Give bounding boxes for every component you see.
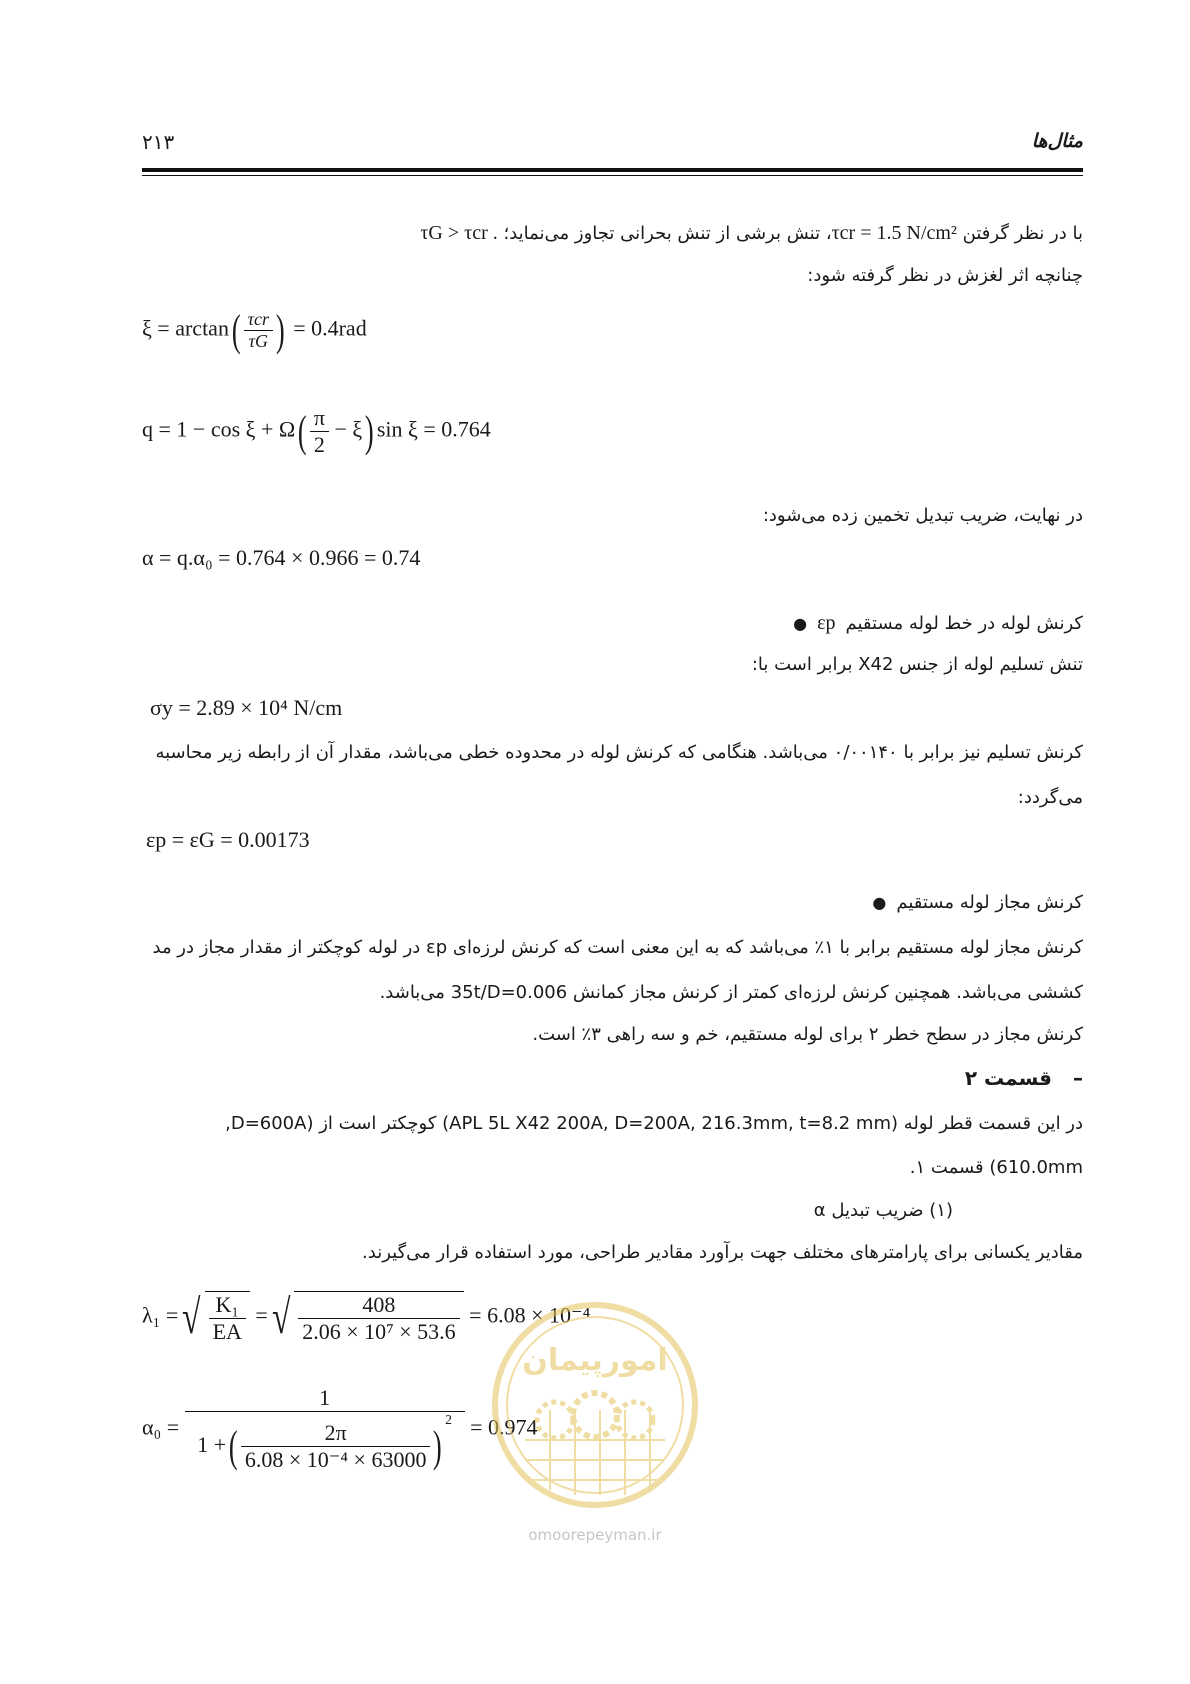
equation-alpha0-rhs: = 0.974 [470, 1414, 538, 1440]
header-rule-thin [142, 175, 1083, 176]
bullet-item-allowable-strain [872, 892, 1083, 913]
equation-lambda-f1-den: EA [212, 1318, 242, 1344]
equation-epsilon: εp = εG = 0.00173 [146, 827, 310, 852]
equation-xi-den: τG [248, 331, 269, 351]
subheading-conversion-factor: (۱) ضریب تبدیل α [813, 1200, 953, 1221]
equation-lambda-fraction-1 [209, 1292, 246, 1345]
equation-lambda-equals: = [255, 1302, 268, 1328]
equation-lambda-f1-num: K₁ [209, 1292, 246, 1319]
section-heading [965, 1066, 1083, 1090]
running-title: مثال‌ها [1031, 130, 1083, 152]
paragraph-1-mid: ، تنش برشی از تنش بحرانی تجاوز می‌نماید؛ [503, 223, 832, 244]
equation-lambda: λ₁ =√ $\frac{\text{K₁}}{EA}$ =√ $\frac{408}{\text{2.06 × 10⁷ × 53.6}}$ = 6.08 × 10⁻⁴ [142, 1291, 591, 1344]
equation-alpha0-lhs: α₀ = [142, 1414, 180, 1440]
watermark-logotype: امورپیمان [522, 1343, 668, 1378]
tau-comparison: τG > τcr . [420, 222, 498, 244]
equation-alpha0-inner-num: 2π [241, 1420, 431, 1447]
paragraph-1-text: با در نظر گرفتن [962, 223, 1083, 244]
equation-xi-lhs: ξ = arctan [142, 315, 229, 341]
equation-lambda-rhs: = 6.08 × 10⁻⁴ [469, 1302, 591, 1328]
equation-alpha0-inner-fraction [241, 1420, 431, 1473]
equation-alpha0-fraction [185, 1385, 465, 1473]
bullet-dot: ● [793, 614, 808, 633]
equation-xi: ξ = arctan( $\frac{\text{τcr}}{\tau G}$ ) = 0.4rad [142, 306, 367, 355]
paragraph-3: در نهایت، ضریب تبدیل تخمین زده می‌شود: [762, 505, 1083, 526]
tau-cr-value: τcr = 1.5 N/cm² [831, 222, 957, 244]
watermark-seal-icon [480, 1290, 710, 1520]
equation-q-rhs: sin ξ = 0.764 [376, 416, 491, 442]
paragraph-1 [133, 222, 1083, 245]
watermark-logo [480, 1290, 710, 1550]
equation-alpha0 [142, 1385, 538, 1473]
bullet-1-symbol: εp [817, 612, 836, 634]
section-title: قسمت ۲ [964, 1066, 1053, 1090]
paragraph-6-line-1: کرنش مجاز لوله مستقیم برابر با ۱٪ می‌باشد که به این معنی است که کرنش لرزه‌ای εp در لوله کوچکتر از مقدار مجاز در مد [152, 937, 1083, 958]
equation-lambda-fraction-2 [298, 1292, 459, 1345]
paragraph-6-line-2: کششی می‌باشد. همچنین کرنش لرزه‌ای کمتر از کرنش مجاز کمانش 35t/D=0.006 می‌باشد. [379, 982, 1083, 1003]
equation-q-fraction [310, 405, 329, 458]
paragraph-2: چنانچه اثر لغزش در نظر گرفته شود: [807, 265, 1083, 286]
paragraph-5-line-1: کرنش تسلیم نیز برابر با ۰/۰۰۱۴۰ می‌باشد. هنگامی که کرنش لوله در محدوده خطی می‌باشد، مقدار آن از رابطه زیر محاسبه [155, 742, 1083, 763]
paragraph-8-line-1: در این قسمت قطر لوله (APL 5L X42 200A, D=200A, 216.3mm, t=8.2 mm) کوچکتر است از (D=600A, [225, 1113, 1083, 1134]
section-dash: – [1073, 1066, 1083, 1090]
equation-alpha0-den-pre: 1 + [197, 1432, 227, 1457]
paragraph-5-line-2: می‌گردد: [1017, 787, 1083, 808]
equation-sigma: σy = 2.89 × 10⁴ N/cm [150, 695, 343, 720]
equation-q-inner: − ξ [334, 416, 363, 442]
page-number: ۲۱۳ [142, 130, 175, 154]
bullet-2-text: کرنش مجاز لوله مستقیم [896, 892, 1083, 913]
bullet-item-strain [793, 612, 1083, 635]
paragraph-4: تنش تسلیم لوله از جنس X42 برابر است با: [751, 654, 1083, 675]
paragraph-8-line-2: 610.0mm) قسمت ۱. [909, 1157, 1083, 1178]
paragraph-9: مقادیر یکسانی برای پارامترهای مختلف جهت برآورد مقادیر طراحی، مورد استفاده قرار می‌گیرند. [362, 1242, 1083, 1263]
equation-lambda-lhs: λ₁ = [142, 1302, 179, 1328]
watermark-url: omoorepeyman.ir [528, 1526, 662, 1544]
equation-alpha0-den: 1 +( $\frac{2\pi}{\text{6.08 × 10⁻⁴ × 63000}}$ )$^2$ [197, 1412, 452, 1473]
equation-alpha: α = q.α₀ = 0.764 × 0.966 = 0.74 [142, 545, 421, 570]
bullet-1-text: کرنش لوله در خط لوله مستقیم [845, 613, 1083, 634]
equation-alpha0-inner-den: 6.08 × 10⁻⁴ × 63000 [244, 1447, 427, 1473]
equation-xi-num: τcr [244, 309, 273, 331]
equation-alpha0-num: 1 [185, 1385, 465, 1412]
equation-xi-fraction [244, 309, 273, 352]
equation-q: q = 1 − cos ξ + Ω( $\frac{\pi}{2}$ − ξ) sin ξ = 0.764 [142, 405, 491, 457]
equation-q-den: 2 [313, 432, 325, 457]
paragraph-7: کرنش مجاز در سطح خطر ۲ برای لوله مستقیم، خم و سه راهی ۳٪ است. [532, 1024, 1083, 1045]
equation-q-num: π [310, 405, 329, 432]
equation-xi-rhs: = 0.4rad [293, 315, 367, 341]
equation-q-lhs: q = 1 − cos ξ + Ω [142, 416, 296, 442]
equation-lambda-f2-num: 408 [298, 1292, 459, 1319]
bullet-dot: ● [872, 893, 887, 912]
equation-alpha0-exponent: 2 [445, 1412, 452, 1427]
equation-lambda-f2-den: 2.06 × 10⁷ × 53.6 [302, 1318, 456, 1344]
header-rule-thick [142, 168, 1083, 172]
